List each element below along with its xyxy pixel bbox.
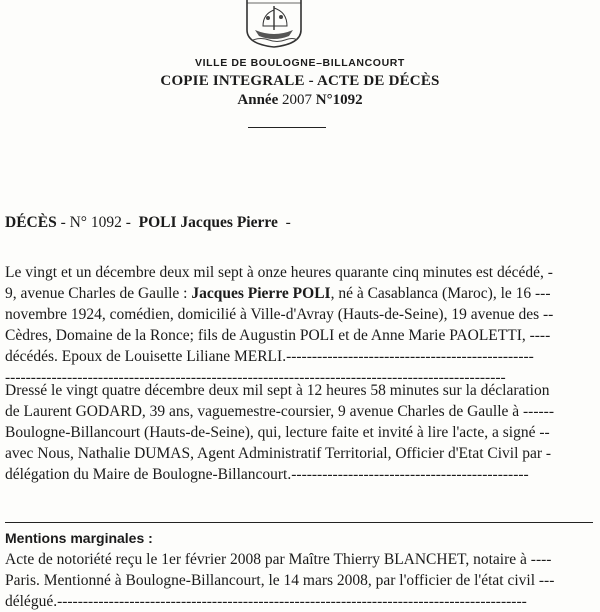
deces-label: DÉCÈS — [5, 214, 57, 231]
act-line: décédés. Epoux de Louisette Liliane MERLI.------------------------------------------------ — [5, 348, 534, 365]
declaration-line: délégation du Maire de Boulogne-Billancourt.---------------------------------------------- — [5, 466, 529, 483]
declaration-line: Dressé le vingt quatre décembre deux mil sept à 12 heures 58 minutes sur la déclaration — [5, 382, 550, 399]
header-divider — [248, 127, 326, 128]
act-line — [5, 283, 593, 304]
mentions-line: délégué.------------------------------------------------------------------------------------------- — [5, 593, 527, 610]
deces-heading — [5, 214, 291, 232]
city-coat-of-arms-icon — [243, 0, 305, 48]
mentions-title: Mentions marginales : — [5, 530, 153, 546]
deceased-name: POLI Jacques Pierre — [138, 214, 278, 231]
mentions-line: Paris. Mentionné à Boulogne-Billancourt, le 14 mars 2008, par l'officier de l'état civil --- — [5, 572, 555, 589]
marginal-mentions — [5, 528, 593, 612]
act-number: N°1092 — [315, 92, 363, 108]
act-line: novembre 1924, comédien, domicilié à Ville-d'Avray (Hauts-de-Seine), 19 avenue des -- — [5, 306, 554, 323]
year-label: Année — [237, 92, 279, 108]
act-line-part: 9, avenue Charles de Gaulle : — [5, 285, 192, 302]
deces-number: - N° 1092 - — [56, 214, 139, 231]
act-year-number — [0, 92, 600, 109]
act-line-part: , né à Casablanca (Maroc), le 16 --- — [330, 285, 551, 302]
city-name: VILLE DE BOULOGNE–BILLANCOURT — [195, 57, 405, 69]
declaration-line: avec Nous, Nathalie DUMAS, Agent Administratif Territorial, Officier d'Etat Civil par - — [5, 445, 552, 462]
document-title: COPIE INTEGRALE - ACTE DE DÉCÈS — [160, 73, 440, 89]
act-line: ------------------------------------------------------------------------------------------------- — [5, 369, 506, 386]
declaration-line: de Laurent GODARD, 39 ans, vaguemestre-coursier, 9 avenue Charles de Gaulle à ------ — [5, 403, 554, 420]
declaration-line: Boulogne-Billancourt (Hauts-de-Seine), qui, lecture faite et invité à lire l'acte, a signé -- — [5, 424, 550, 441]
act-line: Le vingt et un décembre deux mil sept à onze heures quarante cinq minutes est décédé, - — [5, 264, 553, 281]
mentions-line: Acte de notoriété reçu le 1er février 2008 par Maître Thierry BLANCHET, notaire à ---- — [5, 551, 552, 568]
deces-suffix: - — [277, 214, 291, 231]
year-value: 2007 — [282, 92, 312, 108]
declaration-paragraph — [5, 380, 593, 485]
deceased-fullname: Jacques Pierre POLI — [191, 285, 331, 302]
act-line: Cèdres, Domaine de la Ronce; fils de Augustin POLI et de Anne Marie PAOLETTI, ---- — [5, 327, 551, 344]
mentions-divider — [5, 522, 593, 523]
death-act-paragraph — [5, 262, 593, 388]
